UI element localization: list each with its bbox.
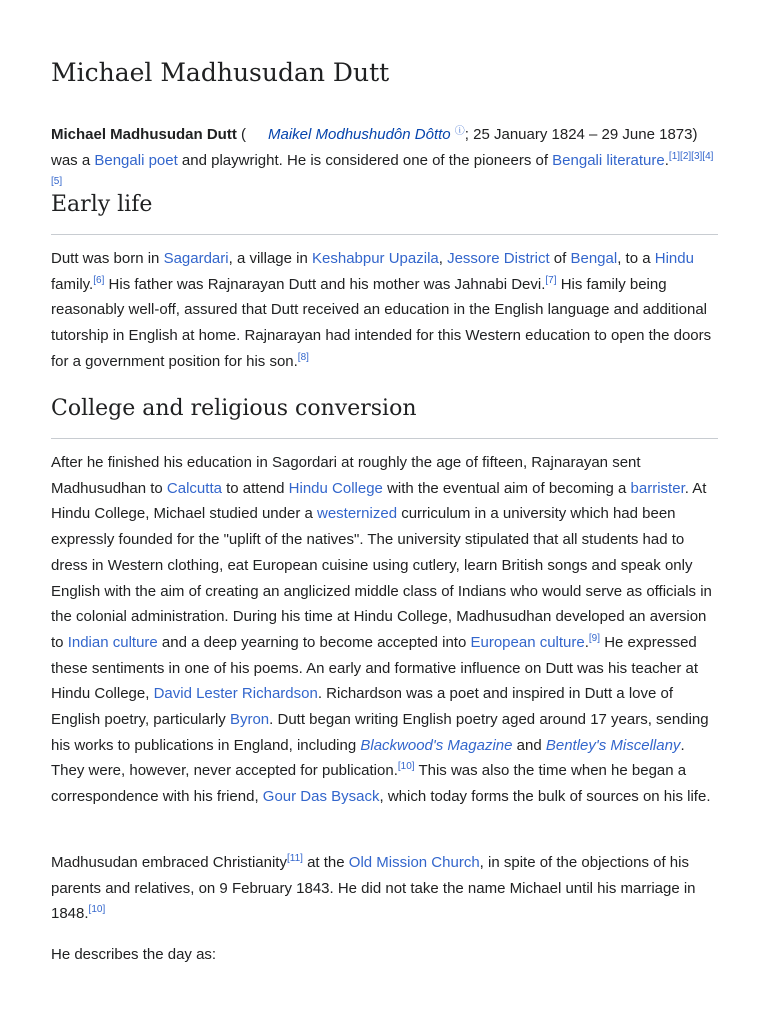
- subject-name: Michael Madhusudan Dutt: [51, 126, 237, 143]
- link-jessore-district[interactable]: Jessore District: [447, 250, 550, 267]
- section-divider: [51, 234, 718, 235]
- link-blackwoods-magazine[interactable]: Blackwood's Magazine: [360, 736, 513, 754]
- link-old-mission-church[interactable]: Old Mission Church: [348, 854, 480, 871]
- citation-ref[interactable]: [11]: [286, 853, 303, 864]
- citation-ref[interactable]: [10]: [397, 761, 415, 773]
- info-icon[interactable]: ⓘ: [454, 126, 465, 137]
- link-indian-culture[interactable]: Indian culture: [67, 633, 158, 651]
- citation-ref[interactable]: [6]: [93, 274, 105, 286]
- link-sagardari[interactable]: Sagardari: [163, 250, 229, 267]
- paragraph-college: After he finished his education in Sagordari at roughly the age of fifteen, Rajnarayan sent Madhusudhan to Calcutta to attend Hindu College with the eventual aim of becoming a barrister. At Hindu College, Michael studied under a westernized curriculum in a university which had been expressly founded for the "uplift of the natives". The university stipulated that all students had to dress in Western clothing, eat European cuisine using cutlery, learn British songs and speak only English with the aim of creating an anglicized middle class of Indians who would serve as officials in the colonial administration. During his time at Hindu College, Madhusudhan developed an aversion to Indian culture and a deep yearning to become accepted into European culture.[9] He expressed these sentiments in one of his poems. An early and formative influence on Dutt was his teacher at Hindu College, David Lester Richardson. Richardson was a poet and inspired in Dutt a love of English poetry, particularly Byron. Dutt began writing English poetry aged around 17 years, sending his works to publications in England, including Blackwood's Magazine and Bentley's Miscellany. They were, however, never accepted for publication.[10] This was also the time when he began a correspondence with his friend, Gour Das Bysack, which today forms the bulk of sources on his life.: [51, 454, 712, 806]
- link-bentleys-miscellany[interactable]: Bentley's Miscellany: [545, 736, 681, 754]
- page-title: Michael Madhusudan Dutt: [51, 58, 390, 87]
- citation-ref[interactable]: [2]: [680, 150, 692, 162]
- link-bengal[interactable]: Bengal: [570, 250, 618, 267]
- link-byron[interactable]: Byron: [229, 711, 270, 729]
- link-keshabpur-upazila[interactable]: Keshabpur Upazila: [312, 250, 439, 267]
- paragraph-describes-day: He describes the day as:: [51, 946, 217, 963]
- citation-ref[interactable]: [10]: [88, 904, 106, 916]
- link-barrister[interactable]: barrister: [630, 479, 685, 497]
- link-hindu-college[interactable]: Hindu College: [288, 479, 383, 497]
- link-bengali-poet[interactable]: Bengali poet: [94, 151, 178, 169]
- link-gour-das-bysack[interactable]: Gour Das Bysack: [262, 788, 380, 806]
- citation-ref[interactable]: [9]: [588, 632, 601, 644]
- paragraph-early-life: Dutt was born in Sagardari, a village in Keshabpur Upazila, Jessore District of Bengal, to a Hindu family.[6] His father was Rajnarayan Dutt and his mother was Jahnabi Devi.[7] His family being reasonably well-off, assured that Dutt received an education in the English language and additional tutorship in English at home. Rajnarayan had intended for this Western education to open the doors for a government position for his son.[8]: [51, 250, 712, 370]
- link-westernized[interactable]: westernized: [317, 505, 398, 523]
- citation-ref[interactable]: [7]: [545, 274, 557, 286]
- citation-ref[interactable]: [1]: [668, 150, 681, 162]
- link-david-lester-richardson[interactable]: David Lester Richardson: [153, 685, 318, 703]
- paragraph-conversion: Madhusudan embraced Christianity[11] at the Old Mission Church, in spite of the objections of his parents and relatives, on 9 February 1843. He did not take the name Michael until his marriage in 1848.[10]: [51, 853, 696, 923]
- link-bengali-name[interactable]: Maikel Modhushudôn Dôtto: [268, 126, 451, 143]
- citation-ref[interactable]: [4]: [702, 150, 714, 162]
- citation-ref[interactable]: [3]: [691, 150, 703, 162]
- intro-paragraph: Michael Madhusudan Dutt ( Maikel Modhushudôn Dôtto ⓘ; 25 January 1824 – 29 June 1873) was a Bengali poet and playwright. He is considered one of the pioneers of Bengali literature.[1][2][3][4][5]: [51, 126, 714, 188]
- link-european-culture[interactable]: European culture: [470, 633, 585, 651]
- citation-ref[interactable]: [5]: [51, 176, 63, 188]
- section-heading-early-life: Early life: [51, 192, 153, 217]
- section-divider: [51, 438, 718, 439]
- link-calcutta[interactable]: Calcutta: [166, 479, 222, 497]
- link-bengali-literature[interactable]: Bengali literature: [552, 151, 665, 169]
- citation-ref[interactable]: [8]: [297, 351, 309, 363]
- link-hindu[interactable]: Hindu: [654, 250, 694, 267]
- section-heading-college: College and religious conversion: [51, 396, 417, 421]
